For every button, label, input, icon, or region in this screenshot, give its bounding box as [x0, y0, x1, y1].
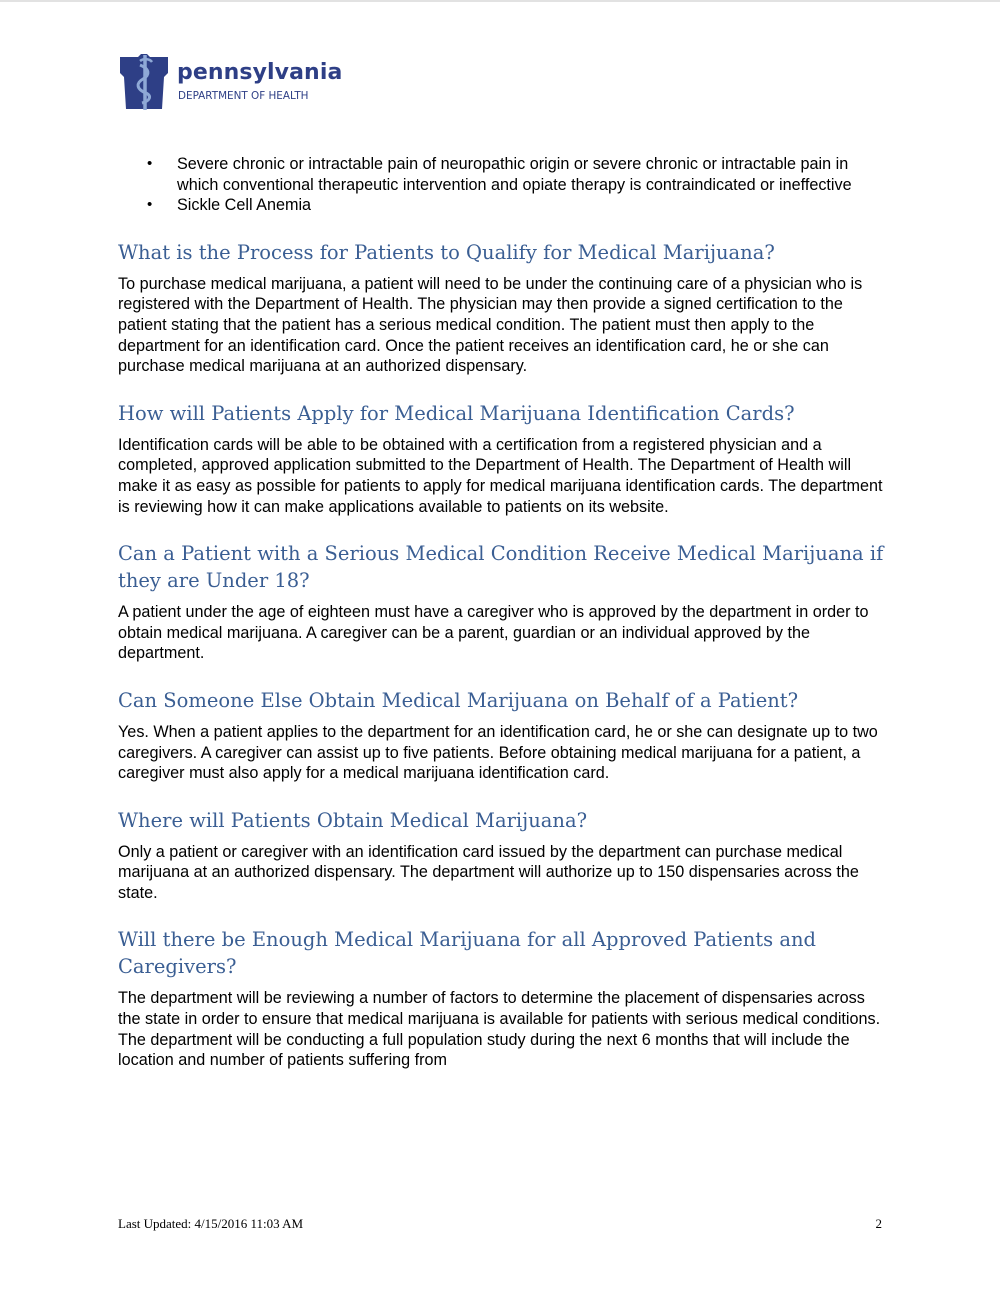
- condition-list: [118, 154, 888, 216]
- list-item-text: Sickle Cell Anemia: [177, 196, 312, 215]
- document-body: [118, 154, 888, 1071]
- section-body: A patient under the age of eighteen must have a caregiver who is approved by the department in order to obtain medical marijuana. A caregiver can be a parent, guardian or an individual approved by the department.: [118, 603, 869, 663]
- list-item: [118, 195, 888, 216]
- section-heading: Can Someone Else Obtain Medical Marijuana on Behalf of a Patient?: [118, 688, 799, 712]
- pa-health-logo: [118, 53, 378, 113]
- section-body: The department will be reviewing a number of factors to determine the placement of dispensaries across the state in order to ensure that medical marijuana is available for patients with serious medical conditions. The department will be conducting a full population study during the next 6 months that will include the location and number of patients suffering from: [118, 989, 881, 1070]
- page-number: 2: [875, 1216, 882, 1231]
- logo-name: pennsylvania: [177, 60, 343, 85]
- section-heading: How will Patients Apply for Medical Marijuana Identification Cards?: [118, 401, 795, 425]
- section-heading: Will there be Enough Medical Marijuana for all Approved Patients and Caregivers?: [118, 928, 817, 979]
- logo-department: DEPARTMENT OF HEALTH: [178, 90, 309, 102]
- section-body: Yes. When a patient applies to the department for an identification card, he or she can designate up to two caregivers. A caregiver can assist up to five patients. Before obtaining medical marijuana for a patient, a caregiver must also apply for a medical marijuana identification card.: [118, 722, 878, 783]
- last-updated: Last Updated: 4/15/2016 11:03 AM: [118, 1216, 304, 1231]
- page-top-border: [0, 0, 1000, 2]
- section-body: To purchase medical marijuana, a patient will need to be under the continuing care of a physician who is registered with the Department of Health. The physician may then provide a signed certification to the patient stating that the patient has a serious medical condition. The patient must then apply to the department for an identification card. Once the patient receives an identification card, he or she can purchase medical marijuana at an authorized dispensary.: [118, 274, 863, 376]
- section-heading: Where will Patients Obtain Medical Marijuana?: [118, 808, 588, 832]
- section-body: Identification cards will be able to be obtained with a certification from a registered physician and a completed, approved application submitted to the Department of Health. The Department of Health will make it as easy as possible for patients to apply for medical marijuana identification cards. The department is reviewing how it can make applications available to patients on its website.: [118, 435, 883, 516]
- section-heading: Can a Patient with a Serious Medical Condition Receive Medical Marijuana if they are Under 18?: [118, 542, 884, 593]
- list-item: [118, 154, 888, 195]
- keystone-caduceus-icon: [118, 53, 170, 111]
- section-heading: What is the Process for Patients to Qualify for Medical Marijuana?: [118, 240, 775, 264]
- section-body: Only a patient or caregiver with an identification card issued by the department can purchase medical marijuana at an authorized dispensary. The department will authorize up to 150 dispensaries across the state.: [118, 842, 859, 902]
- bullet-icon: •: [147, 196, 153, 214]
- list-item-text: Severe chronic or intractable pain of neuropathic origin or severe chronic or intractable pain in which conventional therapeutic intervention and opiate therapy is contraindicated or ineffective: [177, 155, 852, 194]
- bullet-icon: •: [147, 155, 153, 172]
